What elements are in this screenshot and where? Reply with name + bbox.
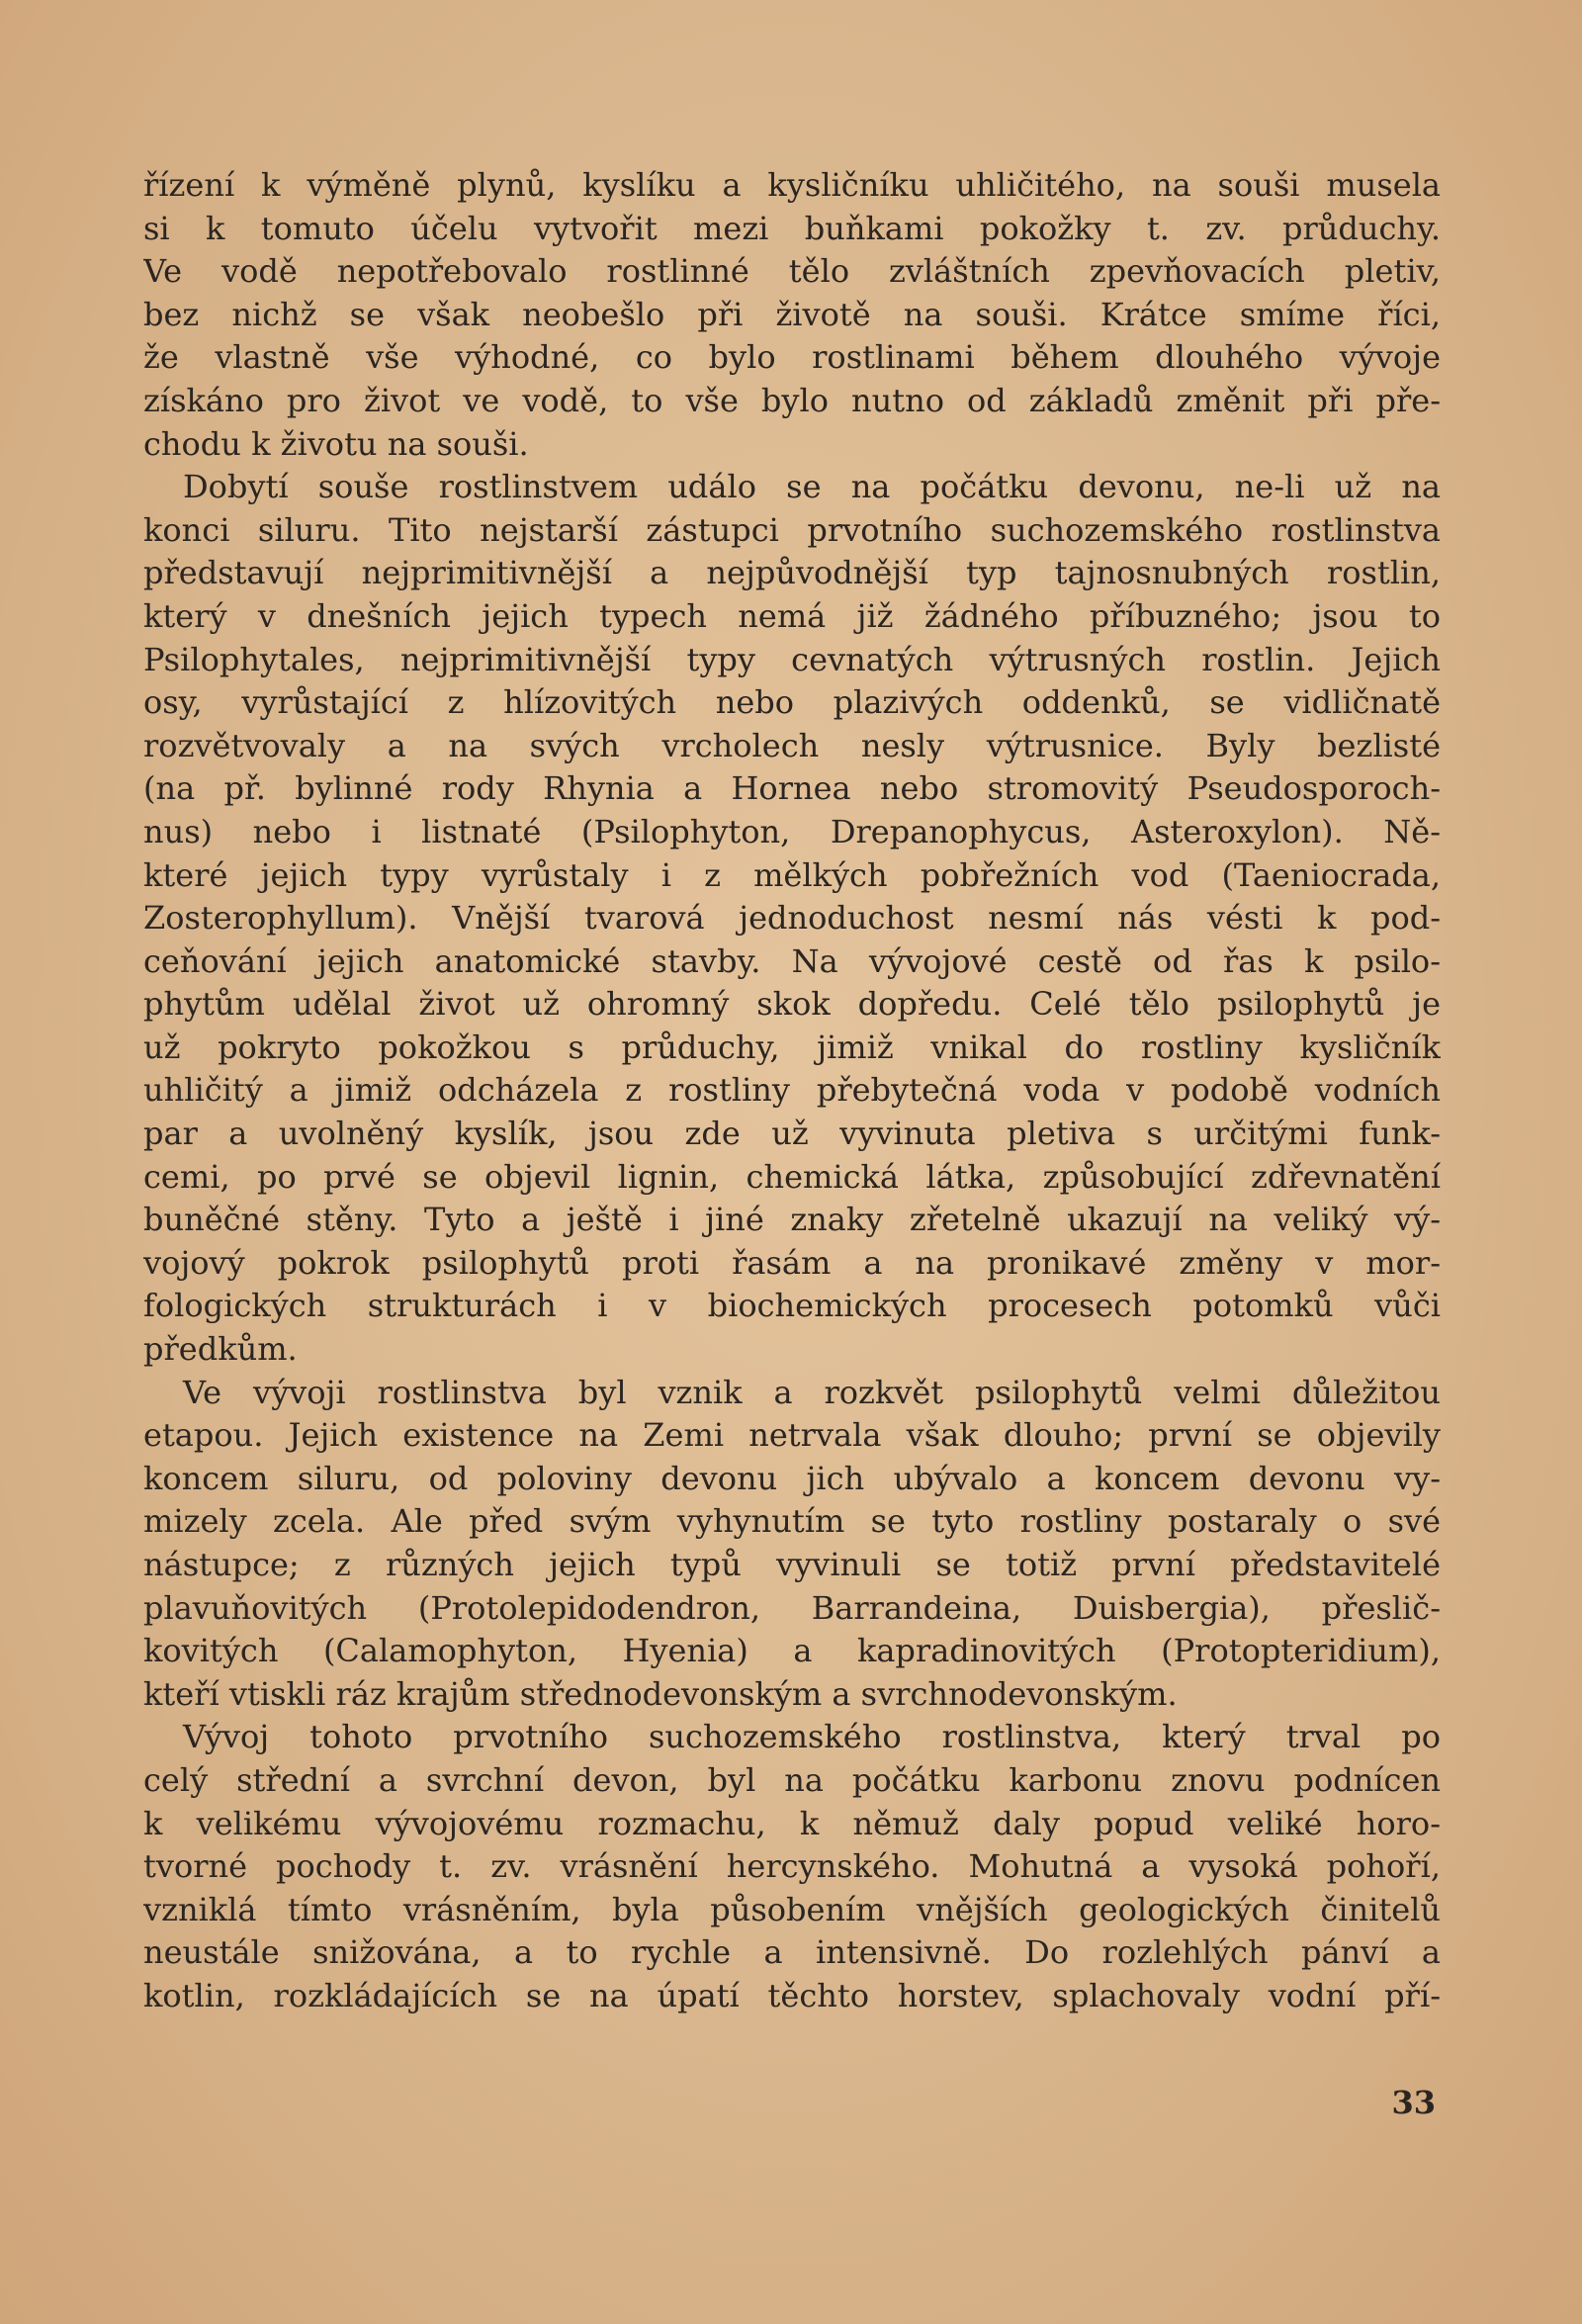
- text-line: tvorné pochody t. zv. vrásnění hercynského. Mohutná a vysoká pohoří,: [143, 1847, 1441, 1886]
- text-line: osy, vyrůstající z hlízovitých nebo plazivých oddenků, se vidličnatě: [143, 683, 1441, 722]
- text-line: kovitých (Calamophyton, Hyenia) a kapradinovitých (Protopteridium),: [143, 1632, 1441, 1670]
- text-line: cemi, po prvé se objevil lignin, chemická látka, způsobující zdřevnatění: [143, 1157, 1441, 1196]
- text-line: že vlastně vše výhodné, co bylo rostlinami během dlouhého vývoje: [143, 338, 1441, 377]
- text-line: které jejich typy vyrůstaly i z mělkých pobřežních vod (Taeniocrada,: [143, 855, 1441, 894]
- text-line: ceňování jejich anatomické stavby. Na vývojové cestě od řas k psilo-: [143, 941, 1441, 980]
- text-line: phytům udělal život už ohromný skok dopředu. Celé tělo psilophytů je: [143, 985, 1441, 1024]
- text-line: koncem siluru, od poloviny devonu jich ubývalo a koncem devonu vy-: [143, 1459, 1441, 1497]
- text-line: vzniklá tímto vrásněním, byla působením vnějších geologických činitelů: [143, 1890, 1441, 1928]
- text-line: už pokryto pokožkou s průduchy, jimiž vnikal do rostliny kysličník: [143, 1028, 1441, 1066]
- text-line: konci siluru. Tito nejstarší zástupci prvotního suchozemského rostlinstva: [143, 510, 1441, 549]
- page-text: [143, 164, 1441, 2018]
- text-line: Ve vývoji rostlinstva byl vznik a rozkvět psilophytů velmi důležitou: [183, 1373, 1441, 1411]
- text-line: Zosterophyllum). Vnější tvarová jednoduchost nesmí nás vésti k pod-: [143, 899, 1441, 938]
- text-line: nus) nebo i listnaté (Psilophyton, Drepanophycus, Asteroxylon). Ně-: [143, 812, 1441, 850]
- text-line: Ve vodě nepotřebovalo rostlinné tělo zvláštních zpevňovacích pletiv,: [143, 252, 1441, 291]
- text-line: k velikému vývojovému rozmachu, k němuž daly popud veliké horo-: [143, 1804, 1441, 1842]
- text-line: Dobytí souše rostlinstvem událo se na počátku devonu, ne-li už na: [183, 468, 1441, 506]
- text-line: celý střední a svrchní devon, byl na počátku karbonu znovu podnícen: [143, 1760, 1441, 1799]
- page-number: 33: [1391, 2084, 1436, 2121]
- text-line: Psilophytales, nejprimitivnější typy cevnatých výtrusných rostlin. Jejich: [143, 640, 1441, 678]
- text-line: nástupce; z různých jejich typů vyvinuli se totiž první představitelé: [143, 1546, 1441, 1583]
- text-line: předkům.: [143, 1330, 298, 1369]
- text-line: kteří vtiskli ráz krajům střednodevonským a svrchnodevonským.: [143, 1674, 1178, 1713]
- text-line: par a uvolněný kyslík, jsou zde už vyvinuta pletiva s určitými funk-: [143, 1115, 1441, 1153]
- text-line: získáno pro život ve vodě, to vše bylo nutno od základů změnit při pře-: [143, 381, 1441, 419]
- text-line: fologických strukturách i v biochemických procesech potomků vůči: [143, 1287, 1441, 1325]
- text-line: (na př. bylinné rody Rhynia a Hornea nebo stromovitý Pseudosporoch-: [143, 769, 1441, 808]
- text-line: rozvětvovaly a na svých vrcholech nesly výtrusnice. Byly bezlisté: [143, 726, 1441, 764]
- text-line: si k tomuto účelu vytvořit mezi buňkami pokožky t. zv. průduchy.: [143, 209, 1441, 247]
- text-line: buněčné stěny. Tyto a ještě i jiné znaky zřetelně ukazují na veliký vý-: [143, 1201, 1441, 1239]
- text-line: Vývoj tohoto prvotního suchozemského rostlinstva, který trval po: [183, 1718, 1441, 1756]
- text-line: bez nichž se však neobešlo při životě na souši. Krátce smíme říci,: [143, 295, 1441, 333]
- text-line: mizely zcela. Ale před svým vyhynutím se tyto rostliny postaraly o své: [143, 1502, 1441, 1541]
- text-line: kotlin, rozkládajících se na úpatí těchto horstev, splachovaly vodní pří-: [143, 1976, 1441, 2014]
- text-line: uhličitý a jimiž odcházela z rostliny přebytečná voda v podobě vodních: [143, 1071, 1441, 1110]
- text-line: chodu k životu na souši.: [143, 424, 529, 463]
- text-line: etapou. Jejich existence na Zemi netrvala však dlouho; první se objevily: [143, 1416, 1441, 1455]
- text-line: plavuňovitých (Protolepidodendron, Barrandeina, Duisbergia), přeslič-: [143, 1588, 1441, 1627]
- text-line: představují nejprimitivnější a nejpůvodnější typ tajnosnubných rostlin,: [143, 554, 1441, 592]
- text-line: řízení k výměně plynů, kyslíku a kysličníku uhličitého, na souši musela: [143, 166, 1441, 204]
- text-line: vojový pokrok psilophytů proti řasám a na pronikavé změny v mor-: [143, 1243, 1441, 1282]
- text-line: který v dnešních jejich typech nemá již žádného příbuzného; jsou to: [143, 596, 1441, 635]
- text-line: neustále snižována, a to rychle a intensivně. Do rozlehlých pánví a: [143, 1933, 1441, 1972]
